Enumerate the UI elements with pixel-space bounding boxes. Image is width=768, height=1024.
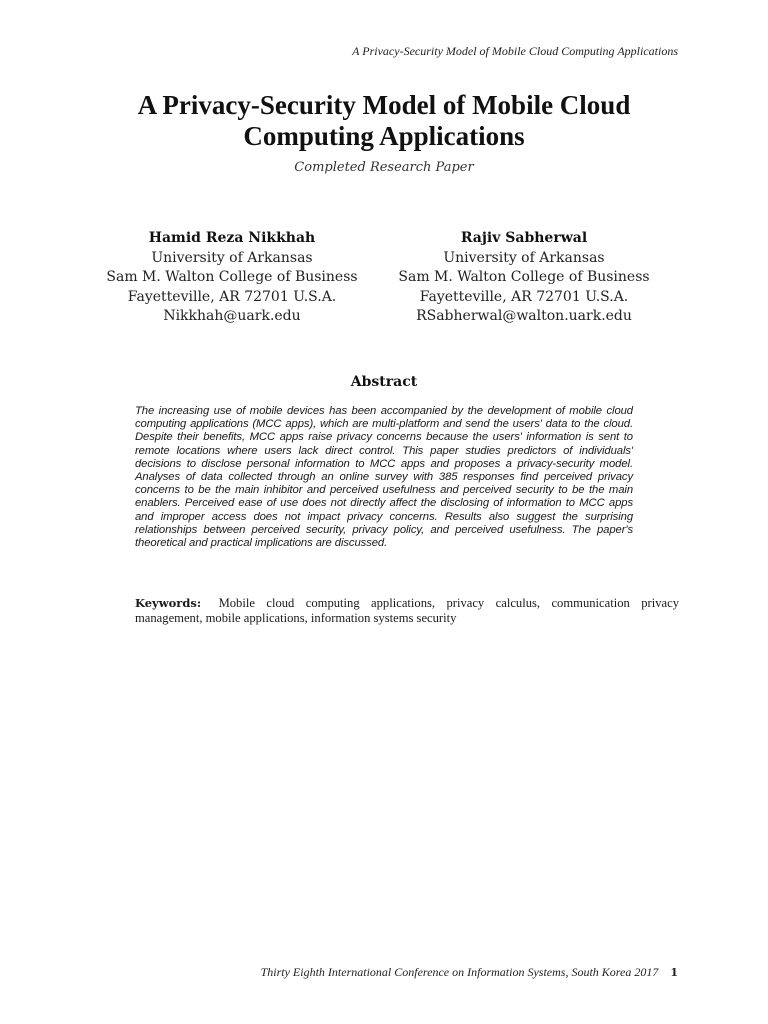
abstract-heading: Abstract [350,374,418,390]
author-block-2 [374,229,674,327]
author-college: Sam M. Walton College of Business [398,269,650,285]
title-line-2: Computing Applications [243,121,525,151]
author-college: Sam M. Walton College of Business [106,269,358,285]
paper-title [84,90,684,152]
title-line-1: A Privacy-Security Model of Mobile Cloud [137,90,631,120]
keywords-section [135,596,679,626]
running-header: A Privacy-Security Model of Mobile Cloud Computing Applications [352,44,678,58]
paper-type: Completed Research Paper [294,160,474,175]
author-university: University of Arkansas [443,249,605,266]
abstract-text: The increasing use of mobile devices has been accompanied by the development of mobile cloud computing applications (MCC apps), which are multi-platform and send the users' data to the cloud. Despite their benefits, MCC apps raise privacy concerns because the users' information is sent to remote locations where users lack direct control. This paper studies predictors of individuals' decisions to disclose personal information to MCC apps and proposes a privacy-security model. Analyses of data collected through an online survey with 385 responses find perceived privacy concerns to be the main inhibitor and perceived usefulness and perceived security to be the main enablers. Perceived ease of use does not directly affect the disclosing of information to MCC apps and improper access does not impact privacy concerns. Results also suggest the surprising relationships between perceived security, privacy policy, and perceived usefulness. The paper's theoretical and practical implications are discussed. [135,405,633,550]
author-name: Hamid Reza Nikkhah [148,230,316,246]
author-location: Fayetteville, AR 72701 U.S.A. [127,288,337,305]
page-number: 1 [670,966,678,979]
author-email: Nikkhah@uark.edu [163,308,301,324]
keywords-label: Keywords: [135,596,202,610]
page-footer [261,965,678,980]
conference-name: Thirty Eighth International Conference on Information Systems, South Korea 2017 [260,965,659,979]
author-email: RSabherwal@walton.uark.edu [416,308,632,324]
author-block-1 [82,229,382,327]
keywords-text: Mobile cloud computing applications, privacy calculus, communication privacy management, mobile applications, information systems security [135,596,679,625]
author-location: Fayetteville, AR 72701 U.S.A. [419,288,629,305]
author-university: University of Arkansas [151,249,313,266]
author-name: Rajiv Sabherwal [460,230,588,246]
